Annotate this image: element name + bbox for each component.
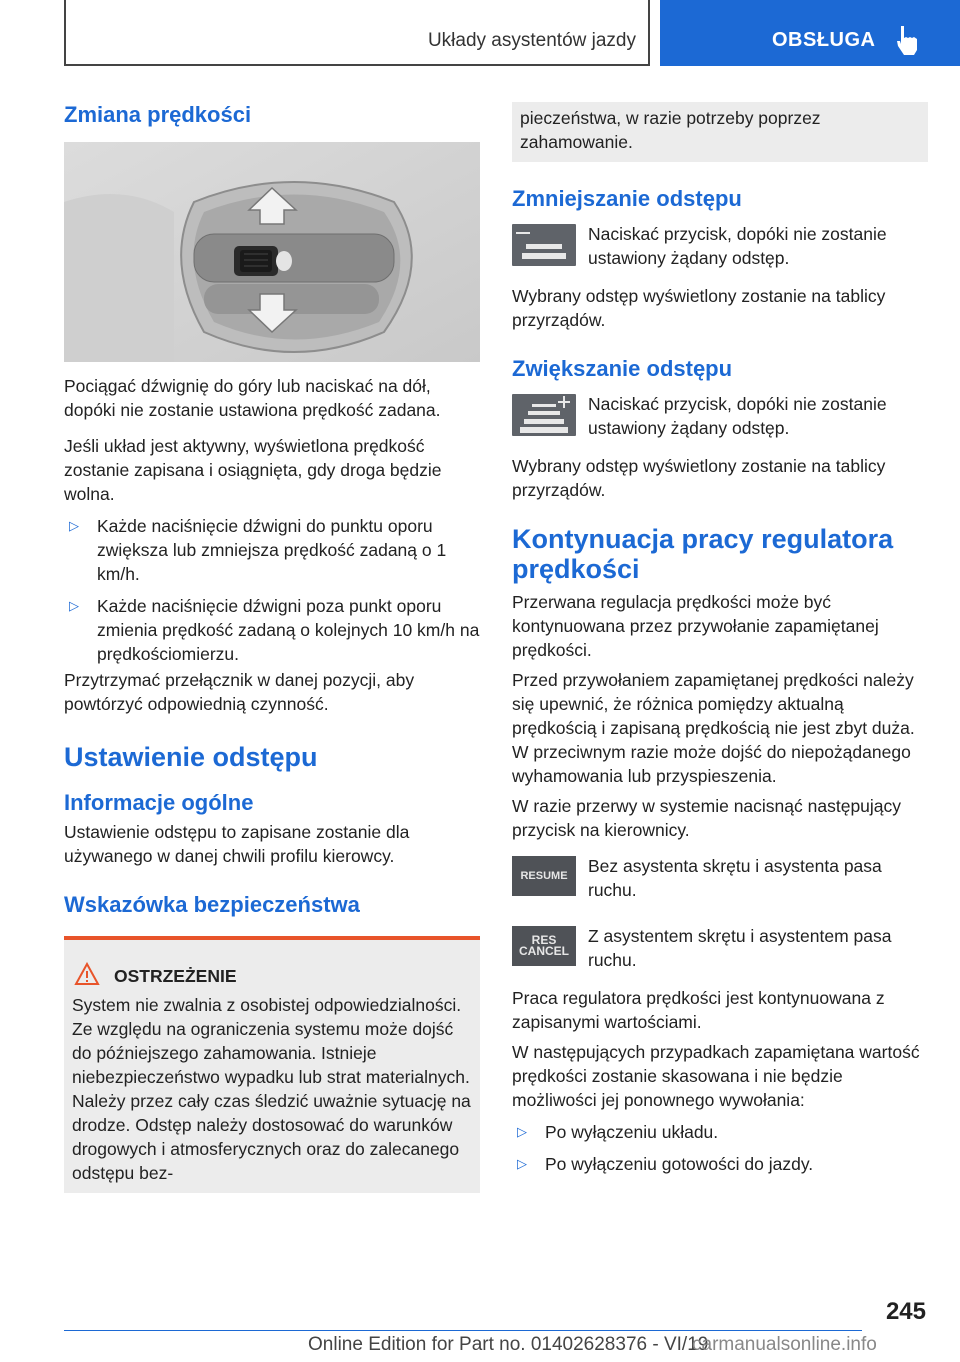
continue-text-1: Przerwana regulacja prędkości może być kontynuowana przez przywołanie zapamiętanej prędkości. (512, 592, 879, 660)
speed-instruction-1: Pociągać dźwignię do góry lub naciskać na dół, dopóki nie zostanie ustawiona prędkość zadana. (64, 376, 441, 420)
list-item: ▷ Po wyłączeniu układu. (512, 1120, 928, 1144)
page-number: 245 (885, 1298, 926, 1325)
increase-distance-icon (512, 394, 576, 436)
footer-divider (64, 1330, 862, 1331)
steering-wheel-lever-photo (64, 142, 480, 362)
warning-title: OSTRZEŻENIE (114, 966, 237, 986)
reset-cases-list (512, 1120, 928, 1176)
warning-box (64, 940, 480, 1193)
continue-text-5: W następujących przypadkach zapamiętana wartość prędkości zostanie skasowana i nie będzie możliwości jej ponownego wywołania: (512, 1042, 920, 1110)
warning-triangle-icon (74, 962, 100, 986)
pointing-hand-icon (894, 24, 922, 56)
right-column (512, 102, 928, 1176)
heading-continue-cruise: Kontynuacja pracy regulatora prędkości (512, 524, 894, 584)
warning-text-continued: pieczeństwa, w razie potrzeby poprzez zahamowanie. (520, 108, 821, 152)
list-item: ▷ Po wyłączeniu gotowości do jazdy. (512, 1152, 928, 1176)
heading-distance-setting: Ustawienie odstępu (64, 742, 318, 772)
continue-text-2: Przed przywołaniem zapamiętanej prędkości należy się upewnić, że różnica pomiędzy aktualną prędkością i zapisaną prędkością nie jest zbyt duża. W przeciwnym razie może dojść do niepożądanego wyhamowania lub przyspieszenia. (512, 670, 915, 786)
continue-text-4: Praca regulatora prędkości jest kontynuowana z zapisanymi wartościami. (512, 988, 885, 1032)
continue-text-3: W razie przerwy w systemie nacisnąć następujący przycisk na kierownicy. (512, 796, 902, 840)
warning-box-continued (512, 102, 928, 162)
speed-bullet-list (64, 514, 480, 666)
header-chapter-tab[interactable] (660, 0, 960, 66)
heading-increase-distance: Zwiększanie odstępu (512, 356, 733, 381)
speed-instruction-2: Jeśli układ jest aktywny, wyświetlona prędkość zostanie zapisana i osiągnięta, gdy droga będzie wolna. (64, 436, 442, 504)
list-item: ▷ Każde naciśnięcie dźwigni do punktu oporu zwiększa lub zmniejsza prędkość zadaną o 1 km/h. (64, 514, 480, 586)
heading-safety-note: Wskazówka bezpieczeństwa (64, 892, 360, 917)
resume-button-icon: RESUME (512, 856, 576, 896)
heading-general-info: Informacje ogólne (64, 790, 254, 815)
edition-info: Online Edition for Part no. 01402628376 - VI/19 (308, 1334, 709, 1355)
chapter-tab-label: OBSŁUGA (772, 29, 876, 51)
res-cancel-button-icon: RES CANCEL (512, 926, 576, 966)
increase-distance-note: Wybrany odstęp wyświetlony zostanie na tablicy przyrządów. (512, 456, 886, 500)
decrease-distance-note: Wybrany odstęp wyświetlony zostanie na tablicy przyrządów. (512, 286, 886, 330)
resume-text: Bez asystenta skrętu i asystenta pasa ruchu. (588, 856, 882, 900)
watermark: carmanualsonline.info (692, 1334, 877, 1355)
decrease-distance-text: Naciskać przycisk, dopóki nie zostanie ustawiony żądany odstęp. (588, 224, 887, 268)
speed-instruction-3: Przytrzymać przełącznik w danej pozycji, aby powtórzyć odpowiednią czynność. (64, 670, 415, 714)
increase-distance-text: Naciskać przycisk, dopóki nie zostanie ustawiony żądany odstęp. (588, 394, 887, 438)
left-column (64, 102, 480, 1193)
rescancel-text: Z asystentem skrętu i asystentem pasa ruchu. (588, 926, 892, 970)
header-section-title: Układy asystentów jazdy (427, 30, 636, 51)
list-item: ▷ Każde naciśnięcie dźwigni poza punkt oporu zmienia prędkość zadaną o kolejnych 10 km/h na prędkościomierzu. (64, 594, 480, 666)
general-info-text: Ustawienie odstępu to zapisane zostanie dla używanego w danej chwili profilu kierowcy. (64, 822, 410, 866)
header-section-box (64, 0, 650, 66)
heading-decrease-distance: Zmniejszanie odstępu (512, 186, 742, 211)
heading-speed-change: Zmiana prędkości (64, 102, 252, 127)
warning-text: System nie zwalnia z osobistej odpowiedzialności. Ze względu na ograniczenia systemu może dojść do późniejszego zahamowania. Istnieje niebezpieczeństwo wypadku lub strat materialnych. Należy przez cały czas śledzić uważnie sytuację na drodze. Odstęp należy dostosować do warunków drogowych i atmosferycznych oraz do zalecanego odstępu bez- (72, 995, 471, 1183)
decrease-distance-icon (512, 224, 576, 266)
